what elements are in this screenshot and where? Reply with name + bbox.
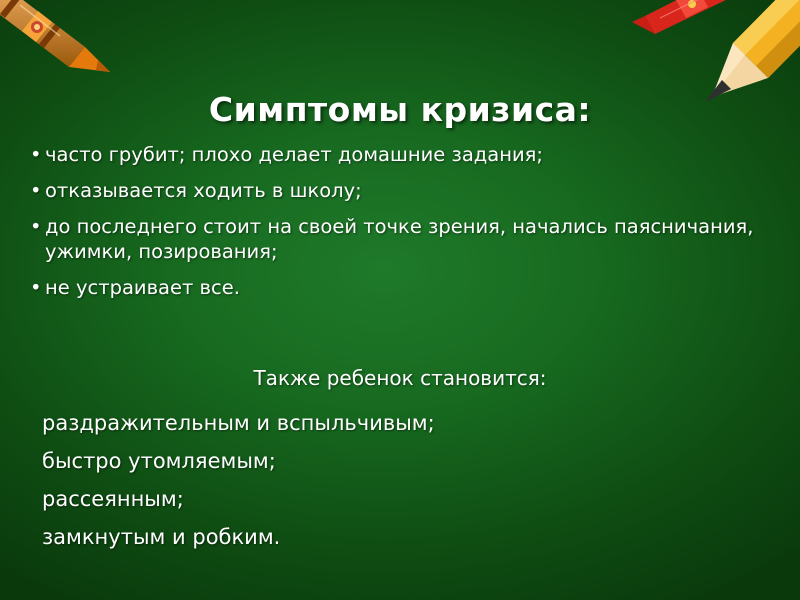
list-item [30, 178, 770, 203]
crayon-red-icon [632, 0, 730, 34]
trait-item: быстро утомляемым; [42, 449, 276, 473]
trait-item: замкнутым и робким. [42, 525, 281, 549]
list-item-text: часто грубит; плохо делает домашние задания; [45, 143, 543, 166]
bullet-marker: • [30, 179, 42, 202]
symptom-list [30, 142, 770, 311]
bullet-marker: • [30, 276, 42, 299]
list-item [30, 142, 770, 167]
trait-item: раздражительным и вспыльчивым; [42, 411, 435, 435]
list-item-text: до последнего стоит на своей точке зрения, начались паясничания, ужимки, позирования; [45, 215, 754, 263]
subheading: Также ребенок становится: [253, 366, 547, 390]
trait-list [42, 404, 772, 556]
trait-item: рассеянным; [42, 487, 184, 511]
slide-title: Симптомы кризиса: [208, 90, 592, 130]
list-item-text: не устраивает все. [45, 276, 240, 299]
pencil-yellow-icon [705, 0, 800, 102]
bullet-marker: • [30, 215, 42, 238]
bullet-marker: • [30, 143, 42, 166]
list-item [30, 214, 770, 264]
crayon-orange-icon [0, 0, 110, 72]
list-item [30, 275, 770, 300]
list-item-text: отказывается ходить в школу; [45, 179, 362, 202]
